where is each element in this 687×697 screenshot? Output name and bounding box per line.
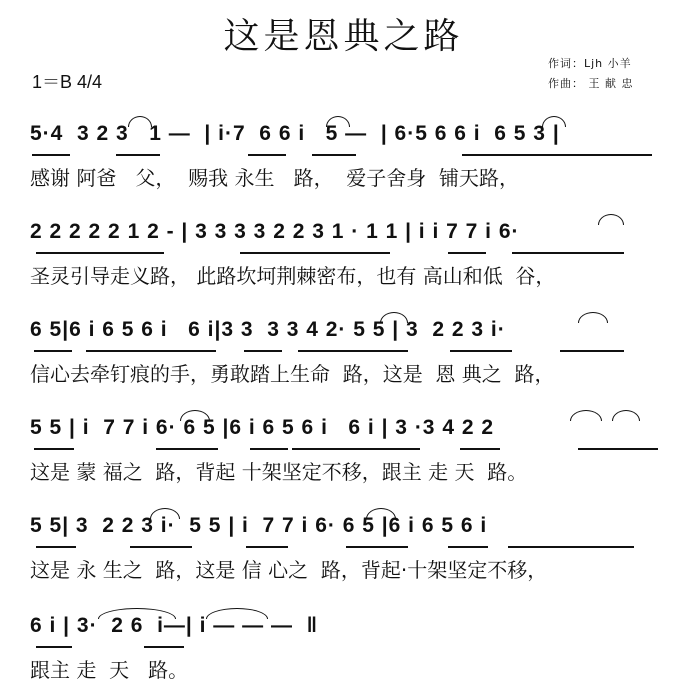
- underline: [36, 546, 76, 548]
- underline: [312, 154, 356, 156]
- underline: [130, 546, 192, 548]
- slur-mark: [578, 312, 608, 323]
- slur-mark: [150, 508, 180, 519]
- notation-line: 5·4 3 2 3 1 — | i·7 6 6 i 5 — | 6·5 6 6 i 6 5 3 |: [30, 122, 560, 145]
- underline: [116, 154, 160, 156]
- slur-mark: [612, 410, 640, 421]
- slur-mark: [98, 608, 176, 619]
- underline: [34, 350, 72, 352]
- slur-mark: [570, 410, 602, 421]
- slur-mark: [206, 608, 268, 619]
- underline: [460, 448, 500, 450]
- underline: [450, 350, 512, 352]
- slur-mark: [366, 508, 396, 519]
- notation-line: 5 5| 3 2 2 3 i· 5 5 | i 7 7 i 6· 6 5 |6 i 6 5 6 i: [30, 514, 488, 537]
- lyricist-credit: 作词：Ljh 小羊: [548, 57, 632, 70]
- underline: [346, 546, 408, 548]
- underline: [144, 646, 184, 648]
- underline: [462, 154, 652, 156]
- notation-line: 2 2 2 2 2 1 2 - | 3 3 3 3 2 2 3 1 · 1 1 | i i 7 7 i 6·: [30, 220, 520, 243]
- slur-mark: [180, 410, 210, 421]
- lyric-line: 圣灵引导走义路， 此路坎坷荆棘密布，也有 高山和低 谷，: [30, 264, 556, 288]
- underline: [248, 154, 286, 156]
- lyric-line: 这是 蒙 福之 路，背起 十架坚定不移，跟主 走 天 路。: [30, 460, 528, 484]
- slur-mark: [128, 116, 152, 127]
- underline: [298, 350, 408, 352]
- underline: [448, 546, 488, 548]
- underline: [512, 252, 624, 254]
- underline: [250, 448, 288, 450]
- underline: [578, 448, 658, 450]
- lyric-line: 信心去牵钉痕的手，勇敢踏上生命 路，这是 恩 典之 路，: [30, 362, 555, 386]
- underline: [34, 448, 74, 450]
- lyric-line: 感谢 阿爸 父， 赐我 永生 路， 爱子舍身 铺天路，: [30, 166, 520, 190]
- slur-mark: [598, 214, 624, 225]
- song-title: 这是恩典之路: [223, 16, 464, 57]
- underline: [448, 252, 486, 254]
- underline: [560, 350, 624, 352]
- underline: [244, 350, 282, 352]
- key-signature: 1＝B 4/4: [32, 72, 103, 92]
- lyric-line: 跟主 走 天 路。: [30, 658, 189, 682]
- lyric-line: 这是 永 生之 路，这是 信 心之 路，背起·十架坚定不移，: [30, 558, 548, 582]
- notation-line: 5 5 | i 7 7 i 6· 6 5 |6 i 6 5 6 i 6 i | 3 ·3 4 2 2: [30, 416, 495, 439]
- underline: [240, 252, 390, 254]
- underline: [36, 252, 164, 254]
- slur-mark: [326, 116, 350, 127]
- underline: [246, 546, 288, 548]
- underline: [32, 154, 70, 156]
- underline: [508, 546, 634, 548]
- underline: [292, 448, 420, 450]
- credits: [548, 54, 634, 94]
- underline: [86, 350, 216, 352]
- slur-mark: [380, 312, 408, 323]
- slur-mark: [542, 116, 566, 127]
- underline: [156, 448, 218, 450]
- composer-credit: 作曲： 王 献 忠: [548, 77, 634, 90]
- notation-line: 6 i | 3· 2 6 i—| i — — — ‖: [30, 614, 319, 637]
- notation-line: 6 5|6 i 6 5 6 i 6 i|3 3 3 3 4 2· 5 5 | 3 2 2 3 i·: [30, 318, 506, 341]
- underline: [36, 646, 72, 648]
